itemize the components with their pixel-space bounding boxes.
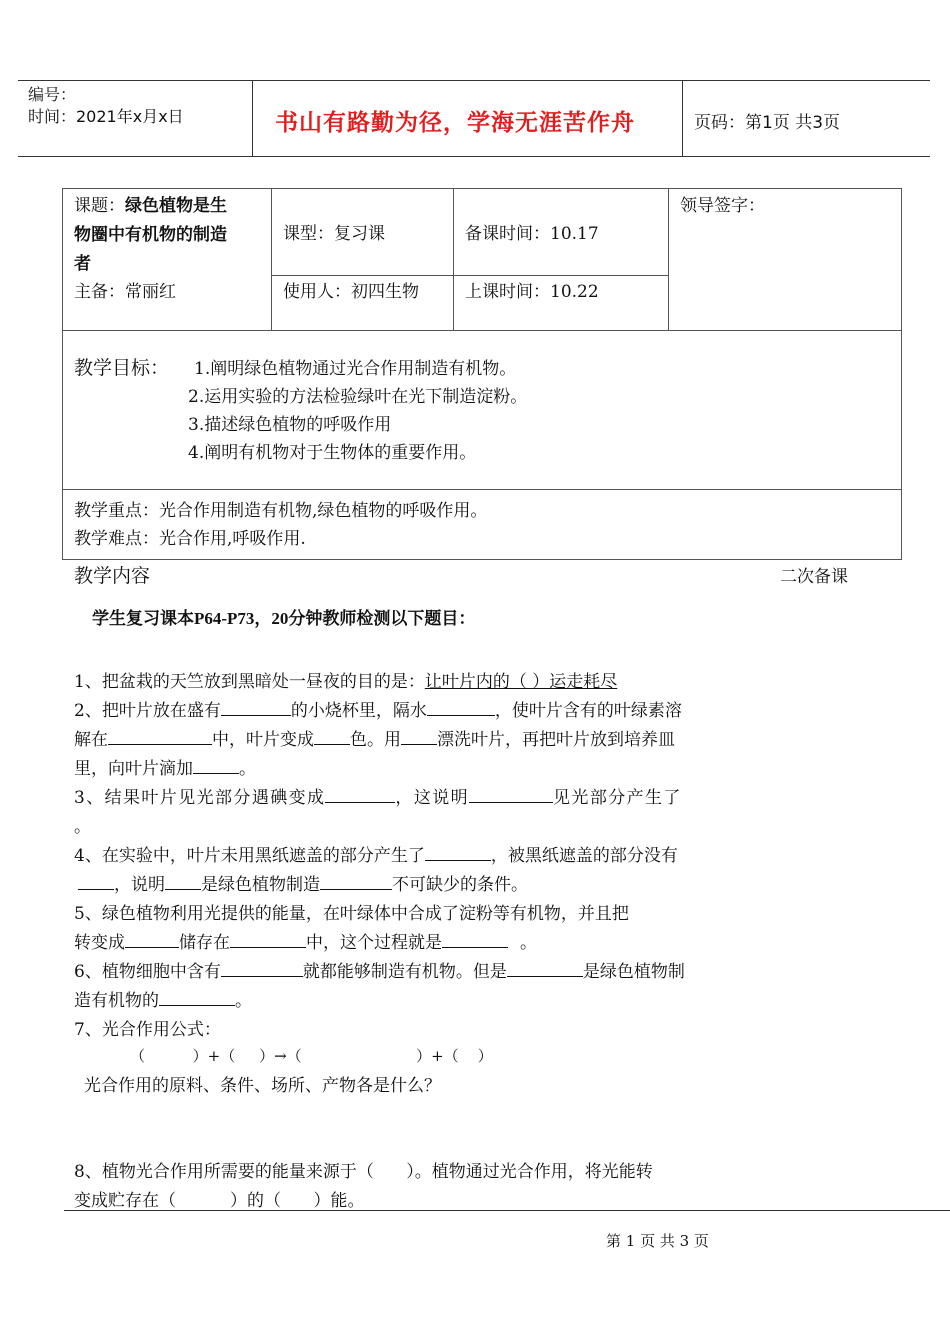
answer-blank[interactable] [314, 726, 350, 745]
topic-line: 绿色植物是生 [125, 196, 227, 216]
chief-preparer: 主备：常丽红 [74, 282, 176, 302]
content-heading: 教学内容 [74, 565, 151, 587]
question-6-cont [74, 987, 252, 1016]
question-text: 中，叶片变成 [212, 730, 314, 750]
question-text: 6、植物细胞中含有 [74, 962, 221, 982]
answer-blank[interactable] [221, 958, 303, 977]
goal-item: 3.描述绿色植物的呼吸作用 [188, 415, 392, 435]
goal-item: 4.阐明有机物对于生物体的重要作用。 [188, 443, 477, 463]
topic-line: 者 [74, 254, 91, 274]
question-text: 中，这个过程就是 [306, 933, 442, 953]
answer-blank[interactable] [469, 784, 553, 803]
goals-label: 教学目标： [74, 357, 170, 379]
table-rule [271, 275, 668, 276]
question-2-cont [74, 726, 675, 755]
question-text: 转变成 [74, 933, 125, 953]
question-text: 1、把盆栽的天竺放到黑暗处一昼夜的目的是： [74, 672, 425, 692]
topic-line: 物圈中有机物的制造 [74, 225, 227, 245]
question-text: 色。用 [350, 730, 401, 750]
question-3-cont: 。 [74, 817, 91, 837]
question-text: 。 [239, 759, 256, 779]
answer-blank[interactable] [193, 755, 239, 774]
difficult-points: 教学难点：光合作用,呼吸作用. [74, 529, 306, 549]
question-text: 里，向叶片滴加 [74, 759, 193, 779]
goal-item: 2.运用实验的方法检验绿叶在光下制造淀粉。 [188, 387, 528, 407]
question-text: ，被黑纸遮盖的部分没有 [490, 846, 678, 866]
number-label: 编号： [28, 85, 77, 104]
question-5-cont [74, 929, 537, 958]
question-text: 是绿色植物制 [582, 962, 685, 982]
answer-blank[interactable] [320, 871, 392, 890]
answer-blank[interactable] [230, 929, 306, 948]
answer-blank[interactable] [325, 784, 395, 803]
question-text: 。 [520, 933, 537, 953]
photosynthesis-formula: （ ）+（ ）→（ ）+（ ） [130, 1047, 493, 1065]
topic-prefix: 课题： [74, 196, 125, 216]
question-1 [74, 668, 617, 697]
header-divider [252, 80, 253, 156]
question-text: 造有机物的 [74, 991, 159, 1011]
question-text: 储存在 [179, 933, 230, 953]
question-7: 7、光合作用公式： [74, 1020, 221, 1040]
question-3 [74, 784, 682, 813]
question-2 [74, 697, 682, 726]
motto: 书山有路勤为径，学海无涯苦作舟 [275, 110, 635, 136]
question-4 [74, 842, 678, 871]
answer-blank[interactable] [221, 697, 291, 716]
footer-rule [64, 1210, 950, 1211]
question-text: ，使叶片含有的叶绿素溶 [494, 701, 682, 721]
class-time: 上课时间：10.22 [465, 282, 599, 302]
question-8-cont: 变成贮存在（ ）的（ ）能。 [74, 1191, 365, 1211]
goal-item: 1.阐明绿色植物通过光合作用制造有机物。 [194, 359, 517, 379]
answer-blank[interactable] [165, 871, 201, 890]
question-text: ，说明 [114, 875, 165, 895]
table-rule [62, 489, 902, 490]
leader-sign: 领导签字： [680, 196, 765, 216]
answer-blank[interactable] [78, 871, 114, 890]
header-meta [28, 84, 184, 128]
answer-blank[interactable] [125, 929, 179, 948]
question-text: 让叶片内的（ ）运走耗尽 [424, 672, 618, 692]
question-8: 8、植物光合作用所需要的能量来源于（ ）。植物通过光合作用，将光能转 [74, 1162, 653, 1182]
answer-blank[interactable] [442, 929, 508, 948]
answer-blank[interactable] [425, 842, 491, 861]
second-prep-label: 二次备课 [780, 567, 848, 587]
prep-time: 备课时间：10.17 [465, 224, 599, 244]
question-text: 3、结果叶片见光部分遇碘变成 [74, 788, 326, 808]
table-rule [668, 188, 669, 330]
header-bottom-rule [18, 156, 930, 157]
header-divider [682, 80, 683, 156]
header-top-rule [18, 80, 930, 81]
question-2-cont [74, 755, 256, 784]
topic-cell [74, 192, 270, 279]
key-points: 教学重点：光合作用制造有机物,绿色植物的呼吸作用。 [74, 501, 488, 521]
question-text: 。 [235, 991, 252, 1011]
answer-blank[interactable] [159, 987, 235, 1006]
table-rule [453, 188, 454, 330]
page-label: 页码：第1页 共3页 [694, 113, 841, 133]
question-text: 解在 [74, 730, 108, 750]
answer-blank[interactable] [108, 726, 212, 745]
time-label: 时间：2021年x月x日 [28, 107, 184, 126]
question-text: 见光部分产生了 [553, 788, 682, 808]
question-text: 2、把叶片放在盛有 [74, 701, 221, 721]
question-6 [74, 958, 685, 987]
question-7-sub: 光合作用的原料、条件、场所、产物各是什么？ [84, 1076, 441, 1096]
answer-blank[interactable] [427, 697, 495, 716]
answer-blank[interactable] [401, 726, 437, 745]
question-text: 就都能够制造有机物。但是 [302, 962, 507, 982]
question-text: 漂洗叶片，再把叶片放到培养皿 [437, 730, 675, 750]
table-rule [62, 330, 902, 331]
lesson-type: 课型：复习课 [283, 224, 385, 244]
question-text: 的小烧杯里，隔水 [290, 701, 427, 721]
question-text: 4、在实验中，叶片未用黑纸遮盖的部分产生了 [74, 846, 425, 866]
user-class: 使用人：初四生物 [283, 282, 419, 302]
question-text: ，这说明 [395, 788, 470, 808]
answer-blank[interactable] [507, 958, 583, 977]
question-text: 不可缺少的条件。 [392, 875, 528, 895]
page-footer: 第 1 页 共 3 页 [606, 1232, 709, 1250]
table-rule [271, 188, 272, 330]
question-5: 5、绿色植物利用光提供的能量，在叶绿体中合成了淀粉等有机物，并且把 [74, 904, 629, 924]
review-intro: 学生复习课本P64-P73，20分钟教师检测以下题目： [92, 609, 476, 628]
question-text: 是绿色植物制造 [201, 875, 320, 895]
question-4-cont [78, 871, 528, 900]
